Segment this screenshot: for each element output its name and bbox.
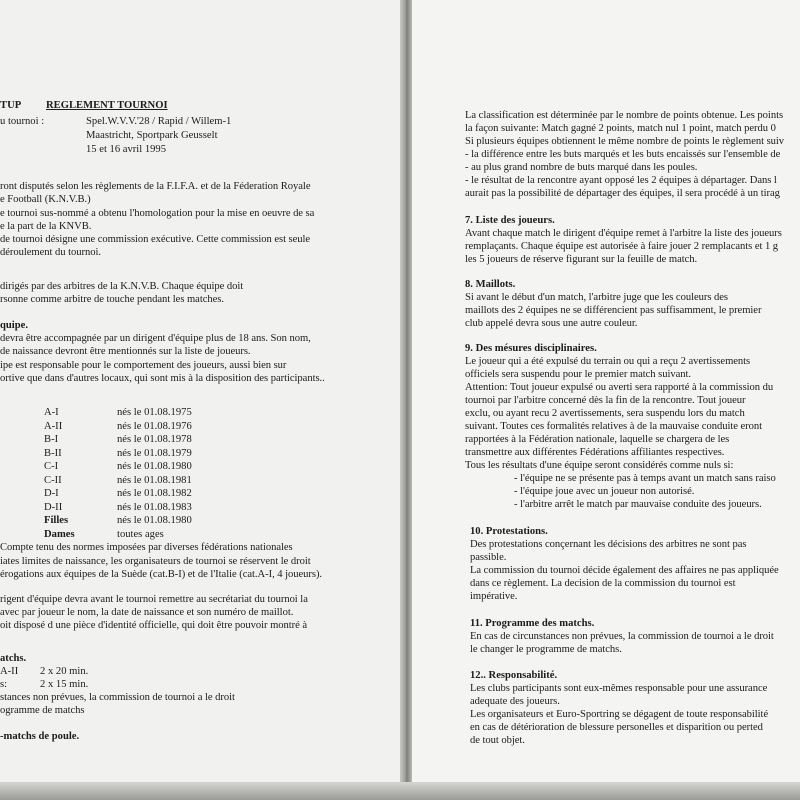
- info-teams: Spel.W.V.V.'28 / Rapid / Willem-1: [86, 116, 232, 127]
- category-born: nés le 01.08.1981: [117, 475, 192, 486]
- category-born: nés le 01.08.1983: [117, 502, 192, 513]
- text-line: ront disputés selon les règlements de la F.I.F.A. et de la Féderation Royale: [0, 181, 311, 192]
- text-line: suivant. Toutes ces formalités relatives à de la mauvaise conduite eront: [465, 421, 762, 432]
- section-heading-8: 8. Maillots.: [465, 279, 516, 290]
- text-line: avec par joueur le nom, la date de naissance et son numéro de maillot.: [0, 607, 294, 618]
- section-heading-12: 12.. Responsabilité.: [470, 670, 558, 681]
- text-line: e tournoi sus-nommé a obtenu l'homologation pour la mise en oeuvre de sa: [0, 208, 315, 219]
- category-label: C-II: [44, 475, 62, 486]
- text-line: Le joueur qui a été expulsé du terrain ou qui a reçu 2 avertissements: [465, 356, 751, 367]
- text-line: impérative.: [470, 591, 518, 602]
- section-heading-poule: -matchs de poule.: [0, 731, 80, 742]
- duration-category: A-II: [0, 666, 19, 677]
- text-line: rapportées à la Fédération nationale, laquelle se chargera de les: [465, 434, 730, 445]
- text-line: la façon suivante: Match gagné 2 points, match nul 1 point, match perdu 0: [465, 123, 776, 134]
- text-line: les 5 joueurs de réserve figurant sur la feuille de match.: [465, 254, 698, 265]
- category-born: nés le 01.08.1975: [117, 407, 192, 418]
- category-born: toutes ages: [117, 529, 164, 540]
- text-line: en cas de détérioration de blessure personelles et disparition ou perted: [470, 722, 763, 733]
- category-label: D-II: [44, 502, 63, 513]
- text-line: La commission du tournoi décide également des affaires ne pas appliquée: [470, 565, 779, 576]
- text-line: rsonne comme arbitre de touche pendant les matches.: [0, 294, 224, 305]
- text-line: ortive que dans d'autres locaux, qui sont mis à la disposition des participants..: [0, 373, 325, 384]
- category-label: D-I: [44, 488, 59, 499]
- header-left-fragment: TUP: [0, 100, 22, 111]
- text-line: Les clubs participants sont eux-mêmes responsable pour une assurance: [470, 683, 768, 694]
- text-line: de tournoi désigne une commission exécutive. Cette commission est seule: [0, 234, 311, 245]
- info-location: Maastricht, Sportpark Geusselt: [86, 130, 218, 141]
- category-born: nés le 01.08.1976: [117, 421, 192, 432]
- section-heading-10: 10. Protestations.: [470, 526, 548, 537]
- list-item: - l'arbitre arrêt le match par mauvaise conduite des joueurs.: [514, 499, 762, 510]
- text-line: - la différence entre les buts marqués et les buts encaissés sur l'ensemble de: [465, 149, 781, 160]
- text-line: transmettre aux différentes Fédérations affiliantes respectives.: [465, 447, 725, 458]
- text-line: maillots des 2 équipes ne se différencient pas suffisamment, le premier: [465, 305, 762, 316]
- text-line: Si avant le début d'un match, l'arbitre juge que les couleurs des: [465, 292, 728, 303]
- page-bottom-edge: [0, 782, 800, 800]
- text-line: rigent d'équipe devra avant le tournoi remettre au secrétariat du tournoi la: [0, 594, 308, 605]
- category-label: B-I: [44, 434, 59, 445]
- text-line: de naissance devront être mentionnés sur la liste de joueurs.: [0, 346, 251, 357]
- category-label: Filles: [44, 515, 69, 526]
- text-line: ogramme de matchs: [0, 705, 85, 716]
- text-line: iates limites de naissance, les organisateurs de tournoi se réservent le droit: [0, 556, 311, 567]
- text-line: Avant chaque match le dirigent d'équipe remet à l'arbitre la liste des joueurs: [465, 228, 782, 239]
- section-heading-7: 7. Liste des joueurs.: [465, 215, 555, 226]
- info-label: u tournoi :: [0, 116, 45, 127]
- section-heading-11: 11. Programme des matchs.: [470, 618, 595, 629]
- category-label: A-I: [44, 407, 59, 418]
- category-label: Dames: [44, 529, 75, 540]
- duration-category: s:: [0, 679, 8, 690]
- info-dates: 15 et 16 avril 1995: [86, 144, 167, 155]
- text-line: - le résultat de la rencontre ayant opposé les 2 équipes à départager. Dans l: [465, 175, 777, 186]
- text-line: remplaçants. Chaque équipe est autorisée à faire jouer 2 remplacants et 1 g: [465, 241, 779, 252]
- category-label: C-I: [44, 461, 59, 472]
- text-line: exclu, ou ayant recu 2 avertissements, sera suspendu lors du match: [465, 408, 745, 419]
- page-title: REGLEMENT TOURNOI: [46, 100, 168, 111]
- duration-value: 2 x 15 min.: [40, 679, 89, 690]
- text-line: Tous les résultats d'une équipe seront considérés comme nuls si:: [465, 460, 734, 471]
- text-line: déroulement du tournoi.: [0, 247, 101, 258]
- text-line: Les organisateurs et Euro-Sportring se dégagent de toute responsabilité: [470, 709, 769, 720]
- text-line: aurait pas la possibilité de départager des équipes, il sera procédé à un tirag: [465, 188, 780, 199]
- text-line: érogations aux équipes de la Suède (cat.B-I) et de l'Italie (cat.A-I, 4 joueurs).: [0, 569, 323, 580]
- category-born: nés le 01.08.1979: [117, 448, 192, 459]
- text-line: de tout objet.: [470, 735, 525, 746]
- text-line: Si plusieurs équipes obtiennent le même nombre de points le règlement suiv: [465, 136, 785, 147]
- right-page: [412, 0, 800, 800]
- text-line: dans ce règlement. La decision de la commission du tournoi est: [470, 578, 736, 589]
- duration-value: 2 x 20 min.: [40, 666, 89, 677]
- text-line: ipe est responsable pour le comportement des joueurs, aussi bien sur: [0, 360, 287, 371]
- text-line: officiels sera suspendu pour le premier match suivant.: [465, 369, 691, 380]
- text-line: Attention: Tout joueur expulsé ou averti sera rapporté à la commission du: [465, 382, 774, 393]
- text-line: - au plus grand nombre de buts marqué dans les poules.: [465, 162, 698, 173]
- section-heading-9: 9. Des mésures disciplinaires.: [465, 343, 597, 354]
- category-born: nés le 01.08.1982: [117, 488, 192, 499]
- text-line: Compte tenu des normes imposées par diverses fédérations nationales: [0, 542, 293, 553]
- text-line: passible.: [470, 552, 507, 563]
- text-line: La classification est déterminée par le nombre de points obtenue. Les points: [465, 110, 784, 121]
- text-line: tournoi par l'arbitre concerné dès la fin de la rencontre. Tout joueur: [465, 395, 746, 406]
- list-item: - l'équipe ne se présente pas à temps avant un match sans raiso: [514, 473, 776, 484]
- text-line: En cas de circunstances non prévues, la commission de tournoi a le droit: [470, 631, 774, 642]
- text-line: dirigés par des arbitres de la K.N.V.B. Chaque équipe doit: [0, 281, 244, 292]
- category-label: B-II: [44, 448, 62, 459]
- text-line: e Football (K.N.V.B.): [0, 194, 91, 205]
- section-heading-matchs: atchs.: [0, 653, 27, 664]
- text-line: e la part de la KNVB.: [0, 221, 92, 232]
- text-line: stances non prévues, la commission de tournoi a le droit: [0, 692, 235, 703]
- text-line: oit disposé d une pièce d'identité officielle, qui doit être pouvoir montré à: [0, 620, 308, 631]
- text-line: club appelé devra sous une autre couleur.: [465, 318, 638, 329]
- text-line: Des protestations conçernant les décisions des arbitres ne sont pas: [470, 539, 747, 550]
- category-born: nés le 01.08.1978: [117, 434, 192, 445]
- category-born: nés le 01.08.1980: [117, 461, 192, 472]
- category-born: nés le 01.08.1980: [117, 515, 192, 526]
- category-label: A-II: [44, 421, 63, 432]
- text-line: le changer le programme de matchs.: [470, 644, 622, 655]
- text-line: adequate des joueurs.: [470, 696, 560, 707]
- list-item: - l'équipe joue avec un joueur non autorisé.: [514, 486, 695, 497]
- text-line: devra être accompagnée par un dirigent d'équipe plus de 18 ans. Son nom,: [0, 333, 311, 344]
- section-heading-equipe: quipe.: [0, 320, 28, 331]
